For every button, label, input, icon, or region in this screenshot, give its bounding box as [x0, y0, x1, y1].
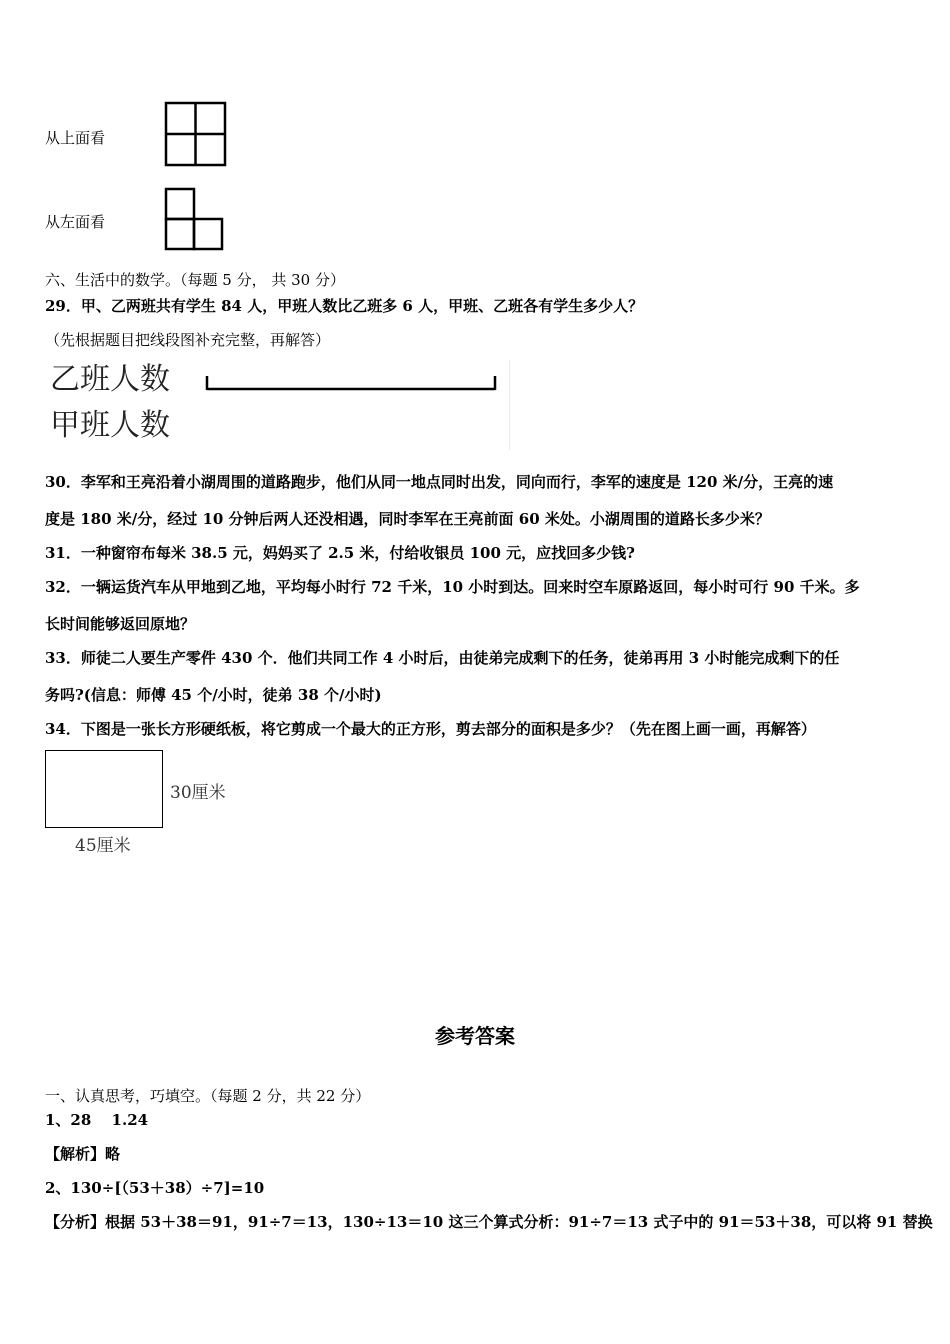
answer-2-analysis: 【分析】根据 53＋38＝91，91÷7＝13，130÷13＝10 这三个算式分析：91÷7＝13 式子中的 91＝53＋38，可以将 91 替换	[45, 1213, 933, 1231]
view-top-label: 从上面看	[45, 129, 106, 147]
answer-1: 1、28 1.24	[45, 1111, 149, 1129]
question-30-line2: 度是 180 米/分，经过 10 分钟后两人还没相遇，同时李军在王亮前面 60 米处。小湖周围的道路长多少米？	[45, 510, 770, 528]
rectangle-width-label: 45厘米	[75, 836, 131, 856]
question-33-line2: 务吗?(信息：师傅 45 个/小时，徒弟 38 个/小时)	[45, 686, 382, 704]
answers-section-1: 一、认真思考，巧填空。（每题 2 分，共 22 分）	[45, 1087, 371, 1105]
question-32-line2: 长时间能够返回原地？	[45, 615, 196, 633]
question-29-note: （先根据题目把线段图补充完整，再解答）	[45, 331, 331, 349]
top-view-grid-figure	[163, 100, 229, 168]
rectangle-height-label: 30厘米	[170, 783, 226, 803]
answers-title: 参考答案	[435, 1024, 515, 1048]
answer-1-analysis: 【解析】略	[45, 1145, 121, 1163]
question-32-line1: 32．一辆运货汽车从甲地到乙地，平均每小时行 72 千米，10 小时到达。回来时空车原路返回，每小时可行 90 千米。多	[45, 578, 860, 596]
left-view-blocks-figure	[163, 186, 225, 252]
section-6-heading: 六、生活中的数学。（每题 5 分， 共 30 分）	[45, 271, 345, 289]
diagram-edge	[509, 360, 510, 450]
cardboard-rectangle	[45, 750, 163, 828]
view-left-label: 从左面看	[45, 213, 106, 231]
segment-line-diagram	[205, 372, 500, 394]
answer-2: 2、130÷[（53＋38）÷7]=10	[45, 1179, 265, 1197]
question-33-line1: 33．师徒二人要生产零件 430 个．他们共同工作 4 小时后，由徒弟完成剩下的任务，徒弟再用 3 小时能完成剩下的任	[45, 649, 840, 667]
question-31: 31．一种窗帘布每米 38.5 元，妈妈买了 2.5 米，付给收银员 100 元，应找回多少钱?	[45, 544, 635, 562]
question-29: 29．甲、乙两班共有学生 84 人，甲班人数比乙班多 6 人，甲班、乙班各有学生多少人？	[45, 297, 644, 315]
class-jia-label: 甲班人数	[50, 408, 170, 443]
question-34: 34．下图是一张长方形硬纸板，将它剪成一个最大的正方形，剪去部分的面积是多少？（先在图上画一画，再解答）	[45, 720, 816, 738]
question-30-line1: 30．李军和王亮沿着小湖周围的道路跑步，他们从同一地点同时出发，同向而行，李军的速度是 120 米/分，王亮的速	[45, 473, 834, 491]
class-yi-label: 乙班人数	[50, 362, 170, 397]
